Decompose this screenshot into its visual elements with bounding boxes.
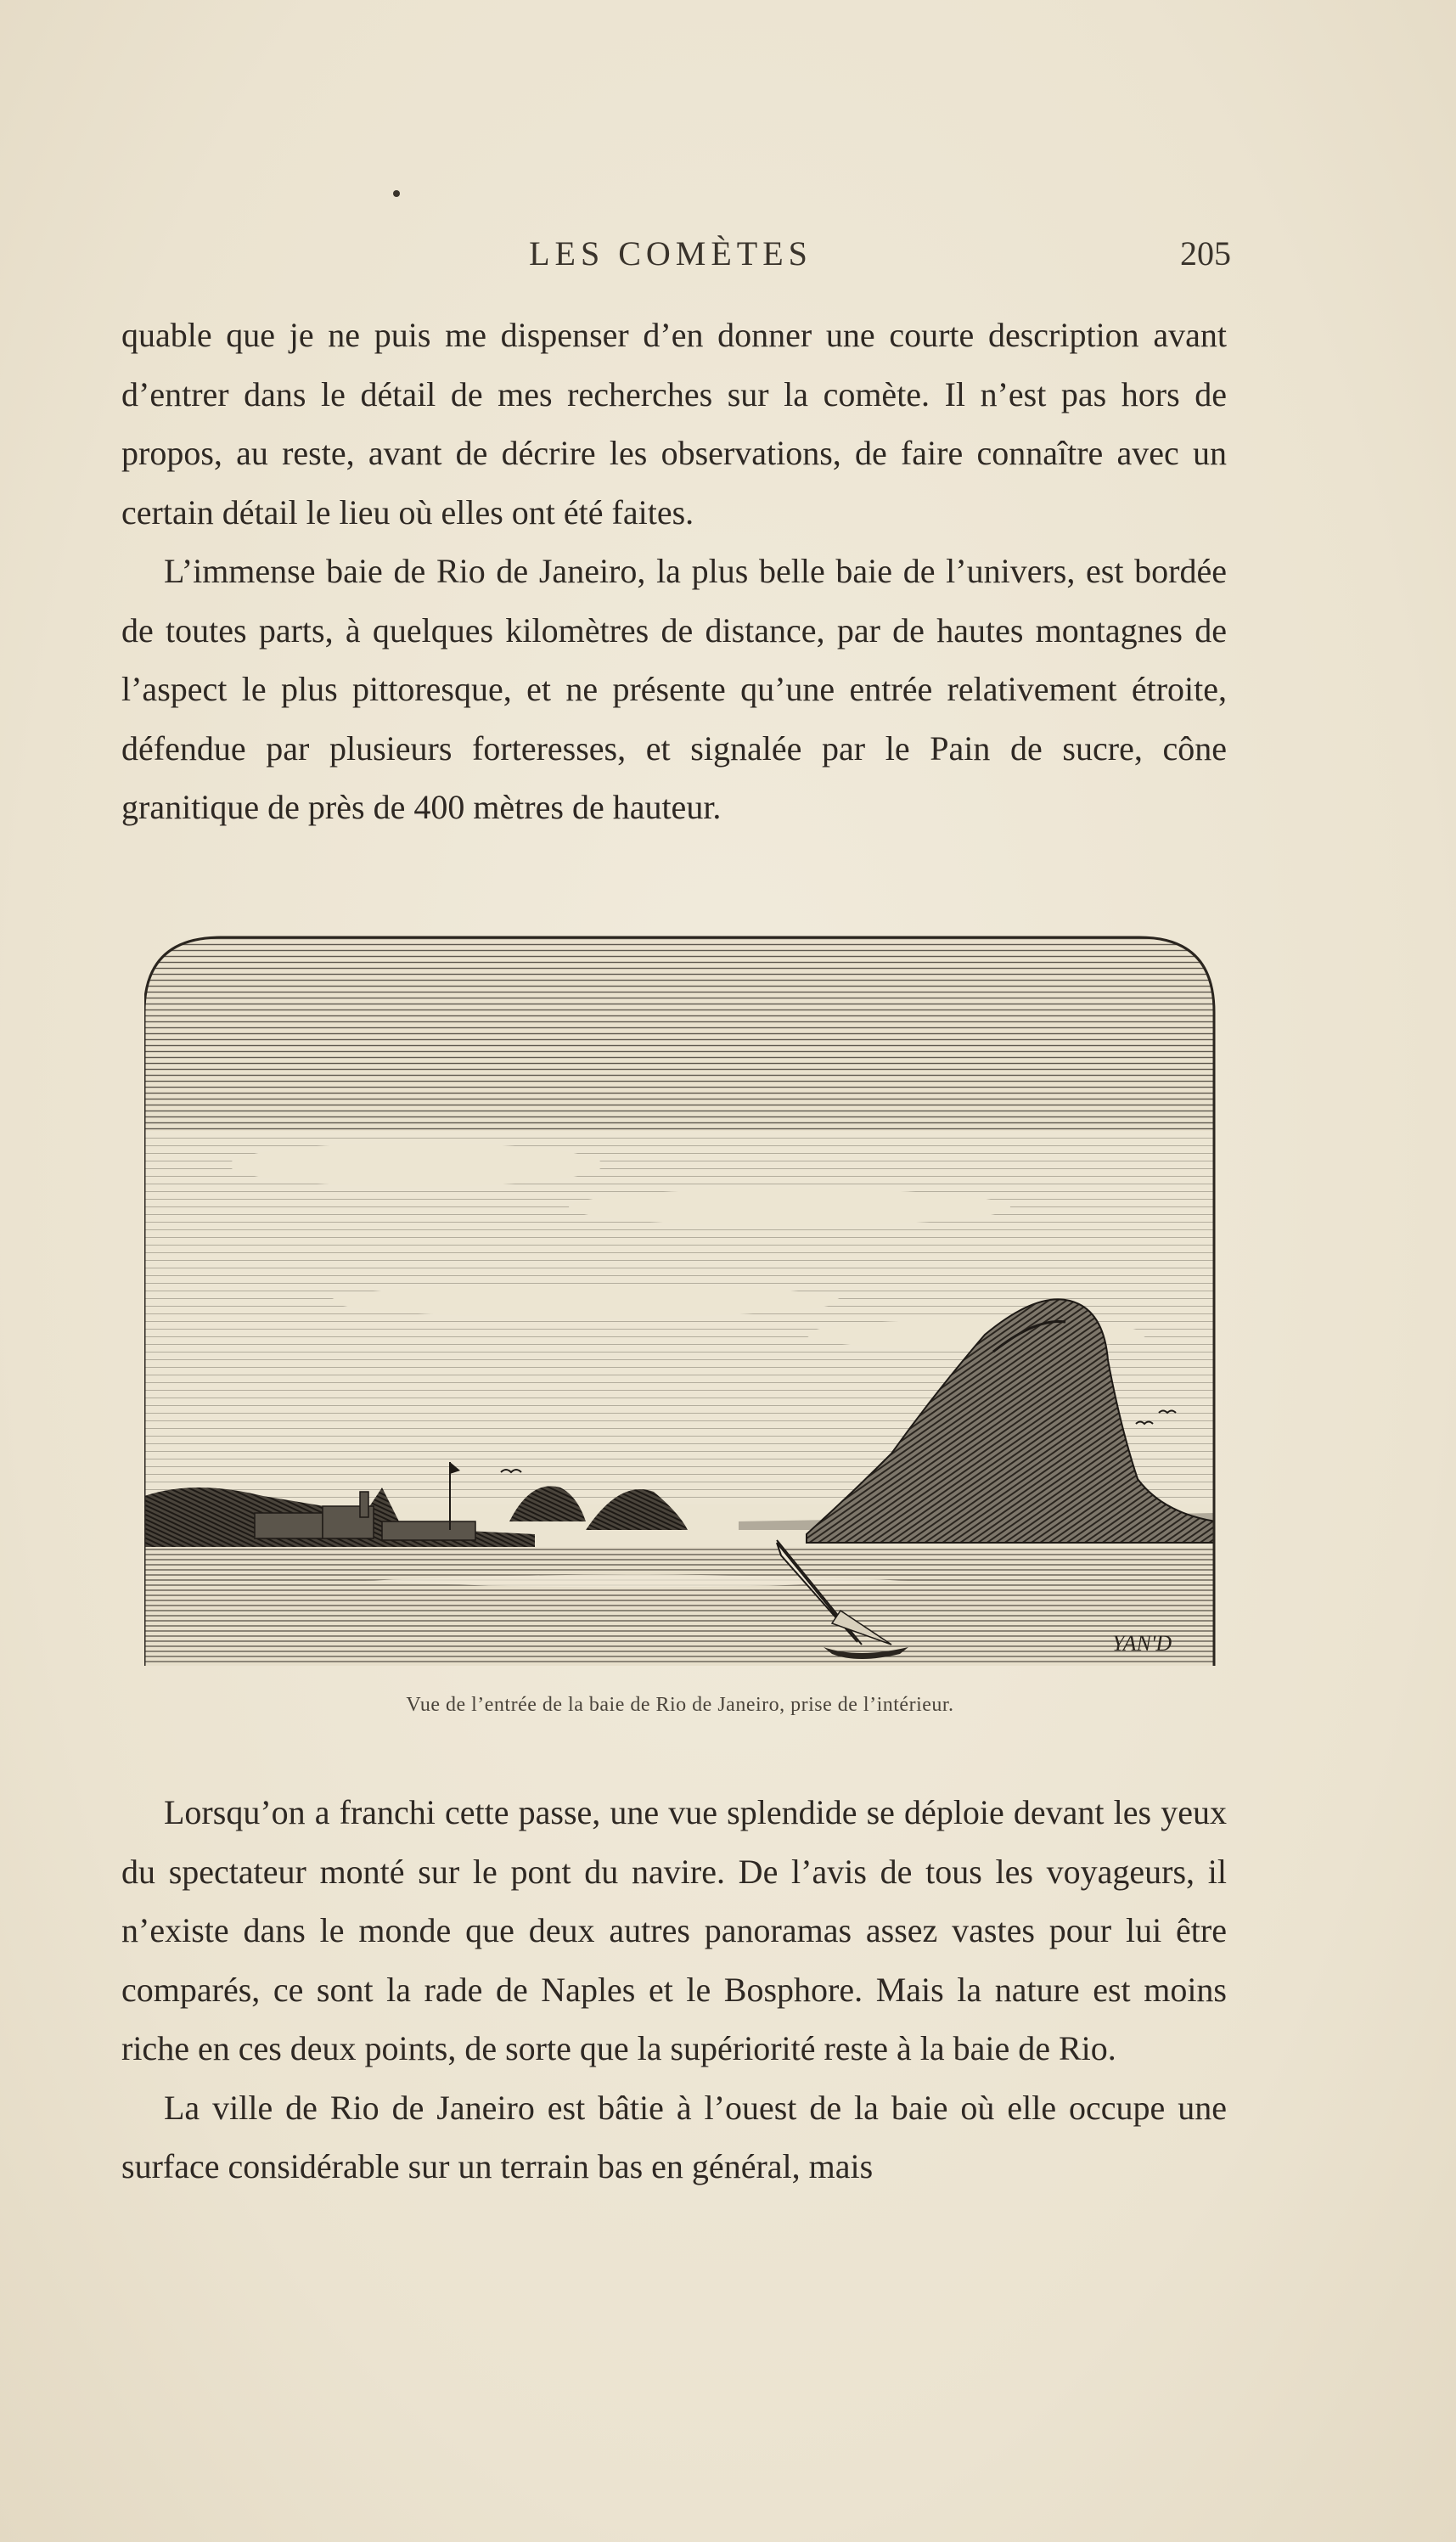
sky-hatching-dense <box>144 936 1216 1131</box>
running-head <box>110 233 1231 276</box>
body-text-before-figure <box>121 306 1227 837</box>
paragraph: L’immense baie de Rio de Janeiro, la plus belle baie de l’univers, est bordée de toutes parts, à quelques kilomètres de distance, par de hautes montagnes de l’aspect le plus pittoresque, et ne présente qu’une entrée relativement étroite, défendue par plusieurs forteresses, et signalée par le Pain de sucre, cône granitique de près de 400 mètres de hauteur. <box>121 552 1227 826</box>
water-hatching <box>144 1547 1216 1666</box>
body-text-after-figure <box>121 1783 1227 2196</box>
engraving-scene <box>144 936 1216 1666</box>
engraving-rio-bay-illustration <box>144 936 1216 1666</box>
engraver-signature: YAN'D <box>1112 1631 1172 1656</box>
paragraph: Lorsqu’on a franchi cette passe, une vue splendide se déploie devant les yeux du spectateur monté sur le pont du navire. De l’avis de tous les voyageurs, il n’existe dans le monde que deux autres panoramas assez vastes pour lui être comparés, ce sont la rade de Naples et le Bosphore. Mais la nature est moins riche en ces deux points, de sorte que la supériorité reste à la baie de Rio. <box>121 1793 1227 2067</box>
paragraph: La ville de Rio de Janeiro est bâtie à l’ouest de la baie où elle occupe une surface considérable sur un terrain bas en général, mais <box>121 2088 1227 2185</box>
page-number: 205 <box>1180 234 1231 273</box>
figure-caption: Vue de l’entrée de la baie de Rio de Janeiro, prise de l’intérieur. <box>406 1694 954 1716</box>
running-title: LES COMÈTES <box>529 234 812 273</box>
printer-mark <box>393 190 400 197</box>
paragraph: quable que je ne puis me dispenser d’en donner une courte description avant d’entrer dans le détail de mes recherches sur la comète. Il n’est pas hors de propos, au reste, avant de décrire les observations, de faire connaître avec un certain détail le lieu où elles ont été faites. <box>121 316 1227 531</box>
engraving-figure <box>144 936 1216 1666</box>
